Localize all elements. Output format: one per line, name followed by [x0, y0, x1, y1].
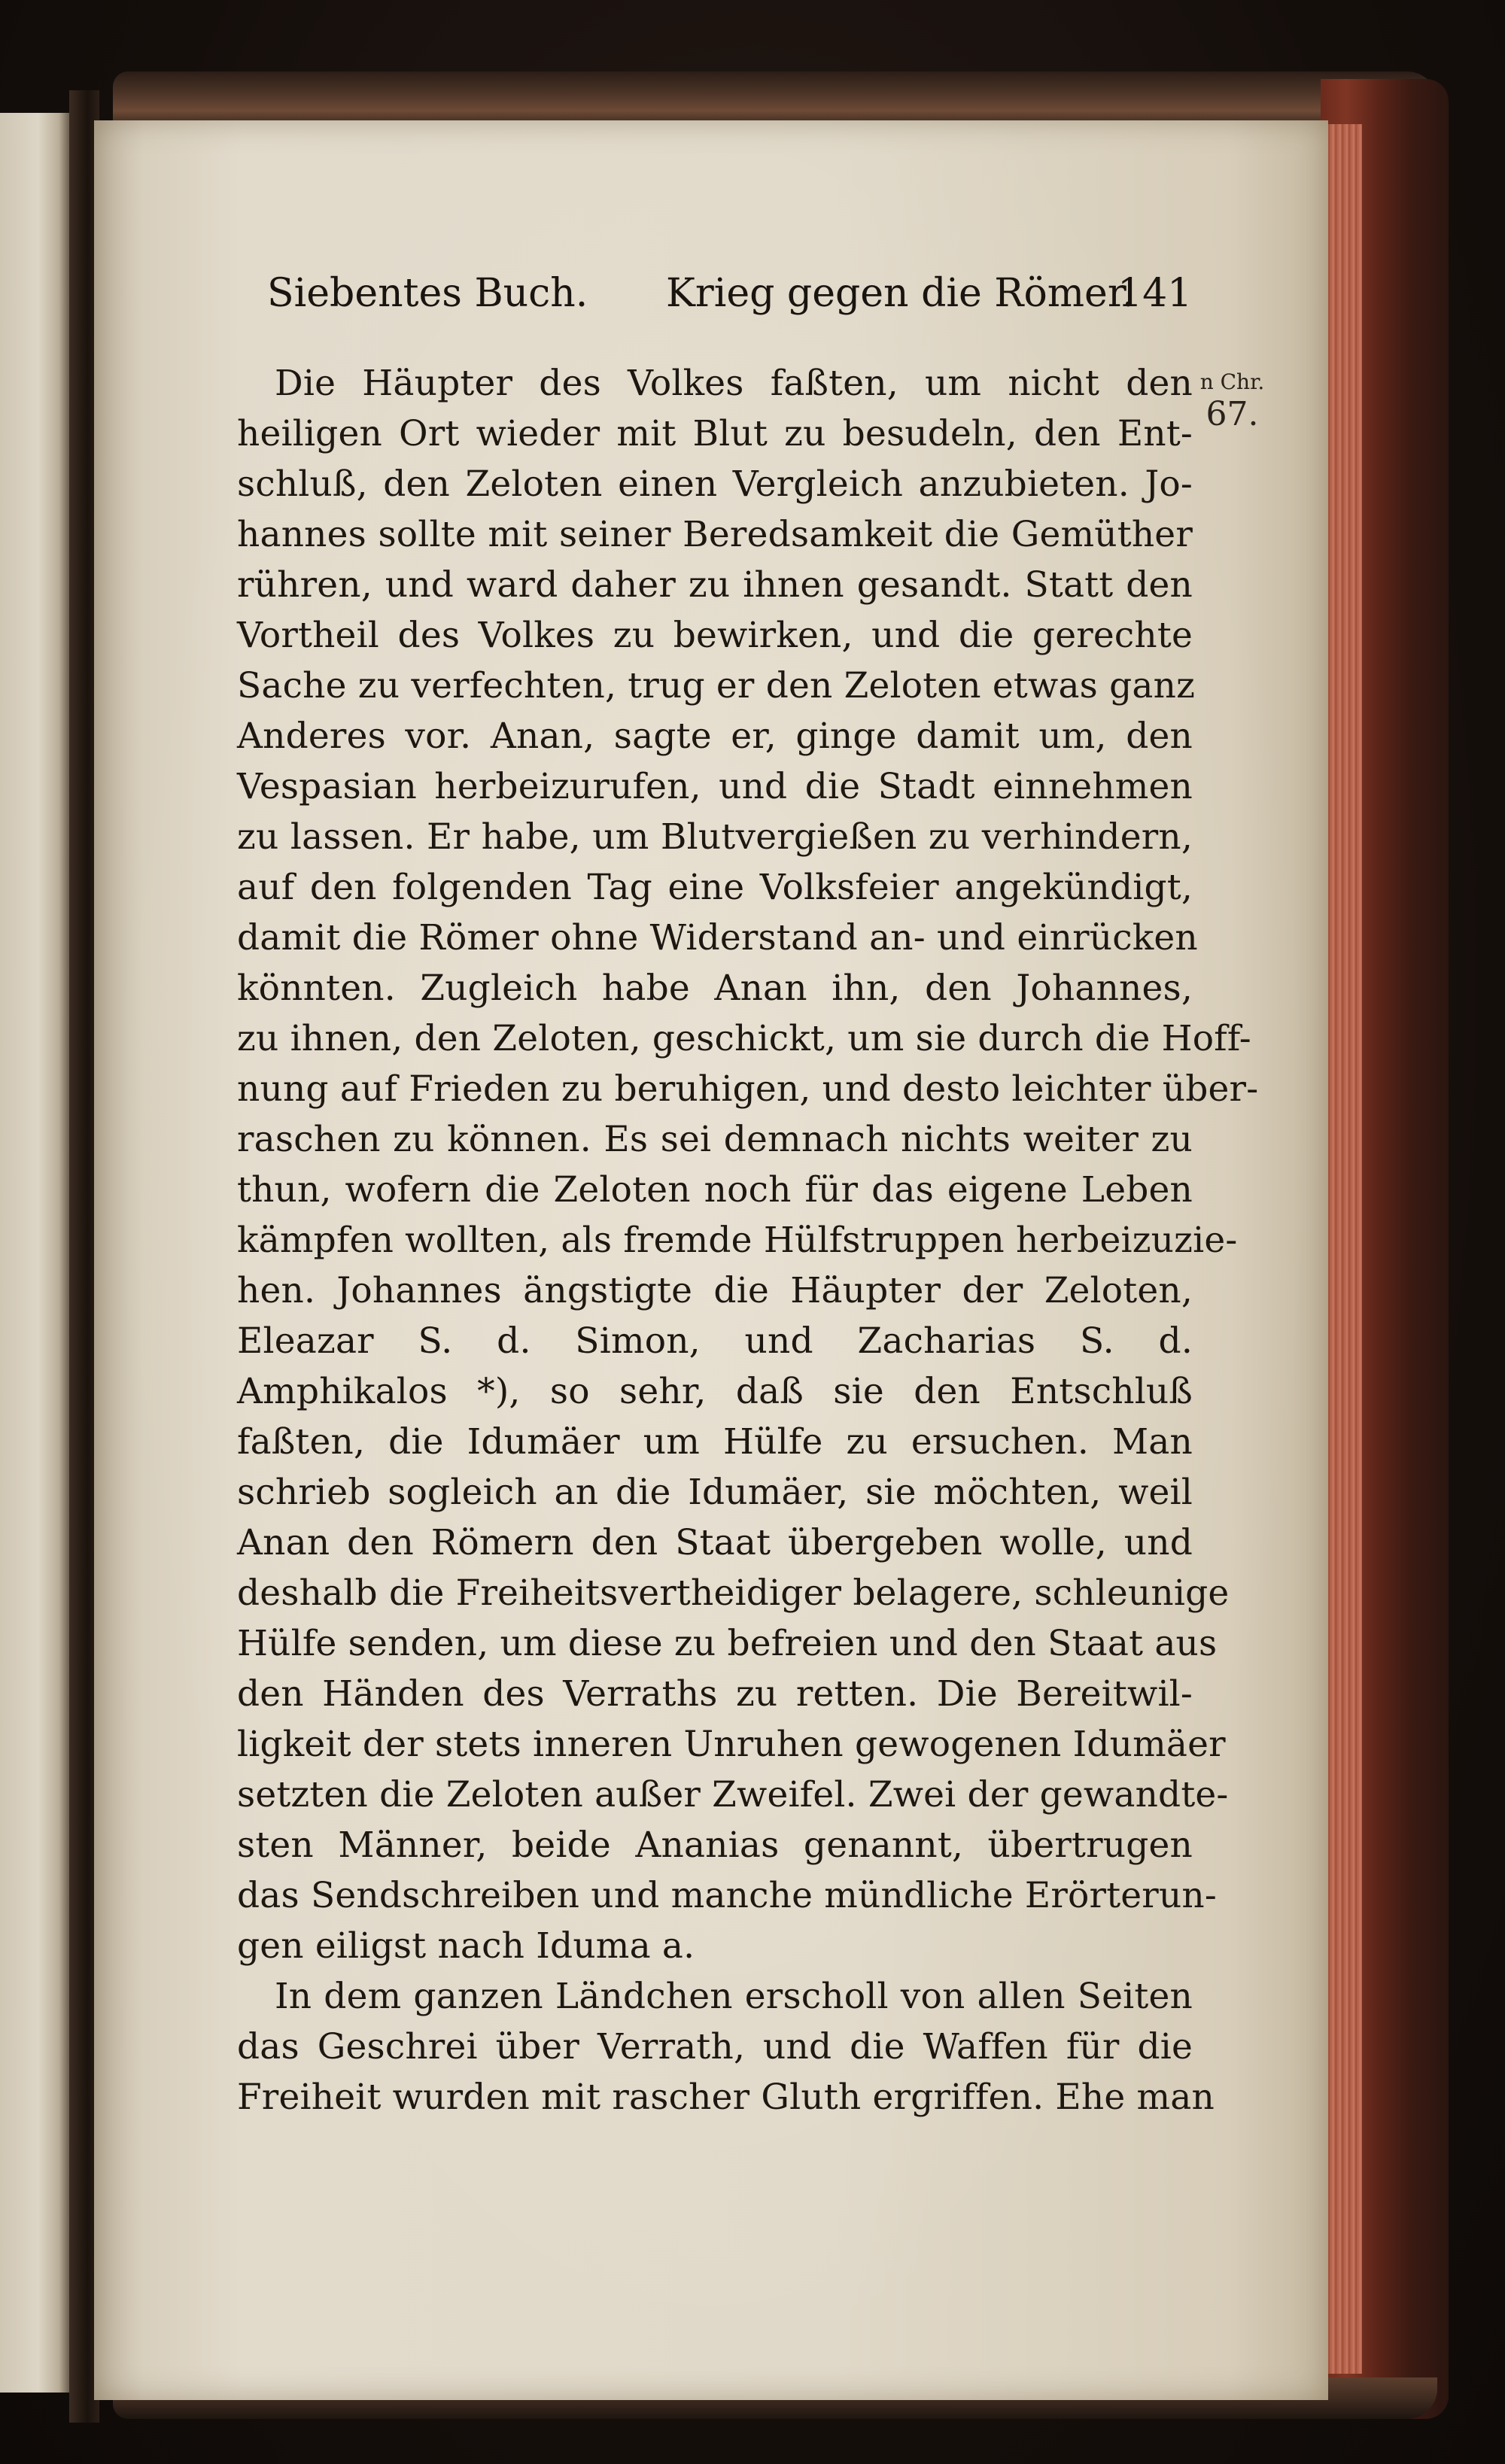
text-line: deshalb die Freiheitsvertheidiger belagere, schleunige [237, 1572, 1230, 1614]
text-line: schrieb sogleich an die Idumäer, sie möchten, weil [237, 1472, 1193, 1513]
margin-note-year: 67. [1206, 395, 1259, 433]
margin-note-era: n Chr. [1199, 369, 1265, 394]
running-head [267, 269, 1204, 317]
text-line: zu lassen. Er habe, um Blutvergießen zu verhindern, [237, 816, 1193, 858]
text-line: rühren, und ward daher zu ihnen gesandt. Statt den [237, 564, 1193, 606]
text-line: Anderes vor. Anan, sagte er, ginge damit um, den [237, 716, 1193, 757]
running-head-book: Siebentes Buch. [267, 271, 588, 316]
text-line: könnten. Zugleich habe Anan ihn, den Johannes, [237, 968, 1193, 1009]
text-line: auf den folgenden Tag eine Volksfeier angekündigt, [237, 867, 1193, 908]
text-line: Freiheit wurden mit rascher Gluth ergriffen. Ehe man [237, 2077, 1215, 2118]
text-line: sten Männer, beide Ananias genannt, übertrugen [237, 1824, 1193, 1866]
page-edges-red [1324, 124, 1362, 2374]
text-line: damit die Römer ohne Widerstand an- und einrücken [237, 917, 1198, 959]
text-line: kämpfen wollten, als fremde Hülfstruppen herbeizuzie- [237, 1220, 1238, 1261]
text-line: schluß, den Zeloten einen Vergleich anzubieten. Jo- [237, 463, 1193, 505]
text-line: Amphikalos *), so sehr, daß sie den Entschluß [237, 1371, 1193, 1412]
text-line: Die Häupter des Volkes faßten, um nicht den [275, 363, 1193, 404]
text-line: das Geschrei über Verrath, und die Waffen für die [237, 2026, 1193, 2068]
text-line: zu ihnen, den Zeloten, geschickt, um sie durch die Hoff- [237, 1018, 1251, 1059]
text-line: Vespasian herbeizurufen, und die Stadt einnehmen [237, 766, 1193, 807]
text-line: den Händen des Verraths zu retten. Die Bereitwil- [237, 1673, 1193, 1715]
text-line: faßten, die Idumäer um Hülfe zu ersuchen. Man [237, 1421, 1193, 1463]
text-line: Eleazar S. d. Simon, und Zacharias S. d. [237, 1320, 1193, 1362]
margin-note [1196, 369, 1268, 433]
text-line: raschen zu können. Es sei demnach nichts weiter zu [237, 1119, 1193, 1160]
text-line: nung auf Frieden zu beruhigen, und desto leichter über- [237, 1068, 1259, 1110]
text-line: Vortheil des Volkes zu bewirken, und die gerechte [237, 615, 1193, 656]
running-head-title: Krieg gegen die Römer. [666, 271, 1135, 316]
left-page-edge [0, 113, 69, 2393]
text-line: Hülfe senden, um diese zu befreien und den Staat aus [237, 1623, 1218, 1664]
text-line: ligkeit der stets inneren Unruhen gewogenen Idumäer [237, 1724, 1226, 1765]
page-number: 141 [1117, 271, 1193, 316]
text-line: Sache zu verfechten, trug er den Zeloten etwas ganz [237, 665, 1196, 706]
text-line: hannes sollte mit seiner Beredsamkeit die Gemüther [237, 514, 1193, 555]
text-line: gen eiligst nach Iduma a. [237, 1925, 695, 1967]
text-line: thun, wofern die Zeloten noch für das eigene Leben [237, 1169, 1193, 1211]
text-line: hen. Johannes ängstigte die Häupter der Zeloten, [237, 1270, 1193, 1311]
text-line: In dem ganzen Ländchen erscholl von allen Seiten [275, 1976, 1193, 2017]
text-line: heiligen Ort wieder mit Blut zu besudeln, den Ent- [237, 413, 1193, 454]
text-line: das Sendschreiben und manche mündliche Erörterun- [237, 1875, 1217, 1916]
book-page [94, 120, 1328, 2400]
text-line: setzten die Zeloten außer Zweifel. Zwei der gewandte- [237, 1774, 1229, 1815]
book-cover-top [113, 71, 1437, 124]
text-line: Anan den Römern den Staat übergeben wolle, und [237, 1522, 1193, 1563]
